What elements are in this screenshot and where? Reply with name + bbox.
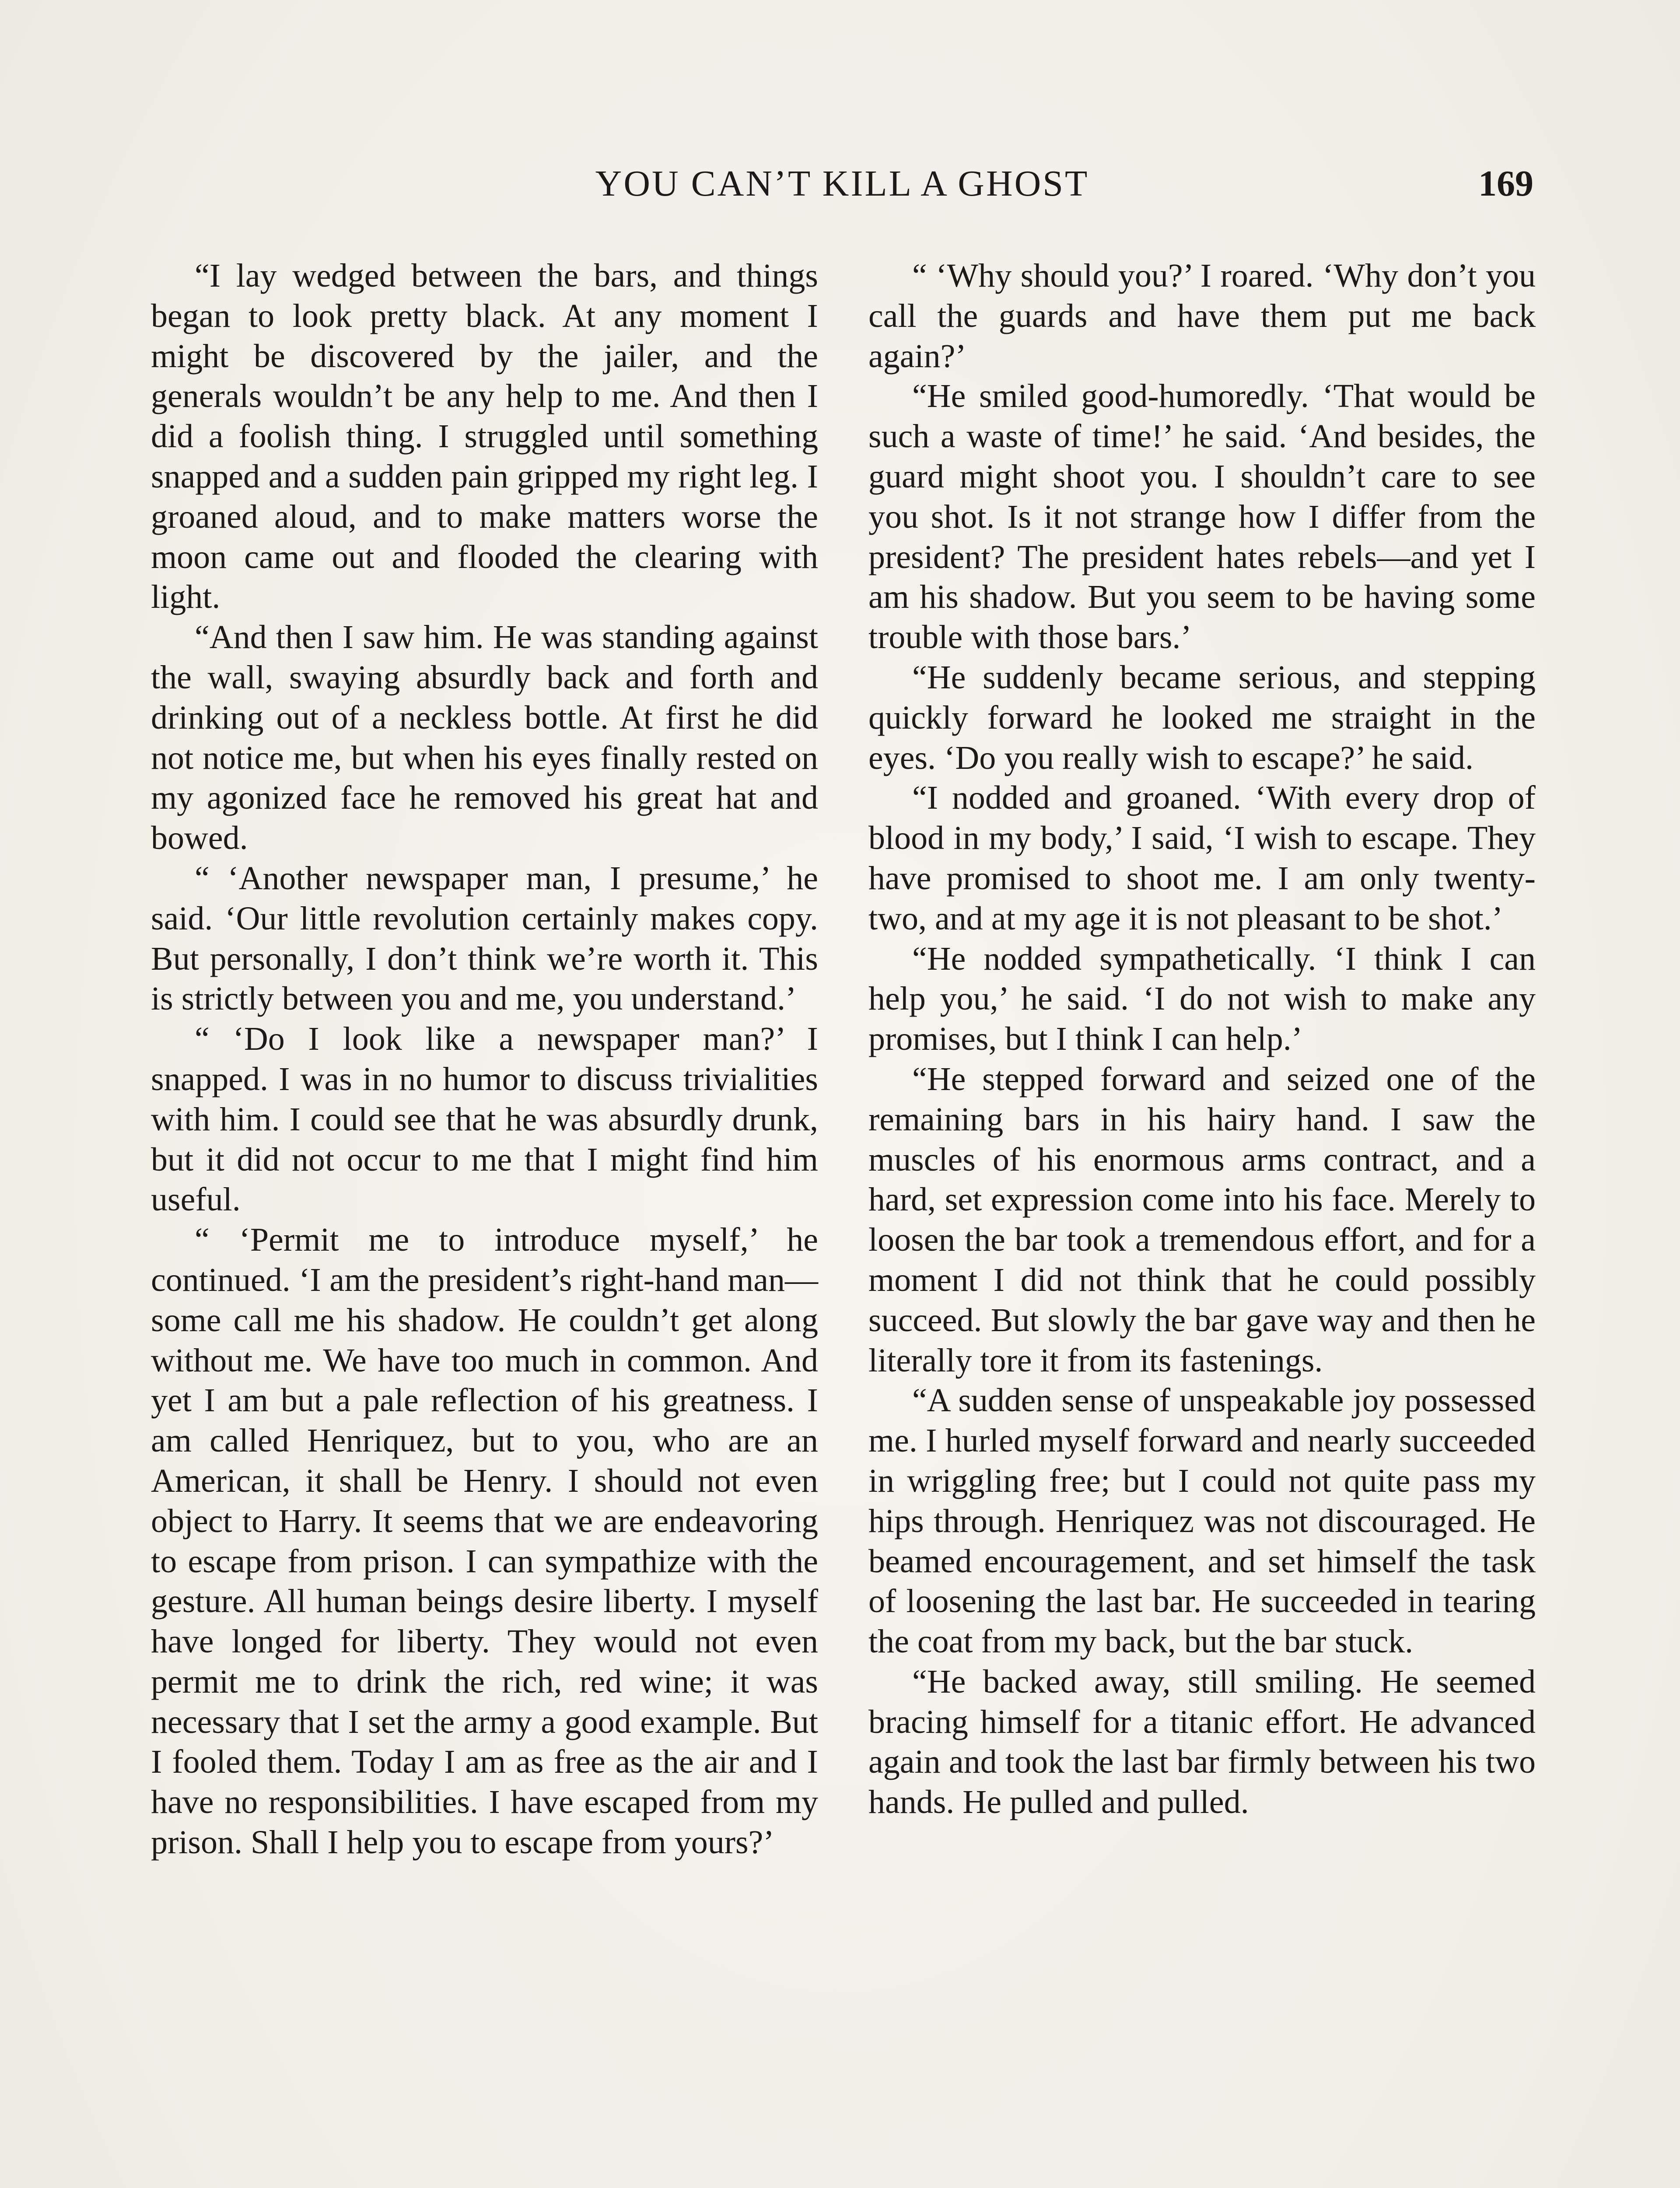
page-number: 169	[1478, 163, 1533, 204]
paragraph: “I lay wedged between the bars, and things began to look pretty black. At any moment I might be discovered by the jailer, and the generals wouldn’t be any help to me. And then I did a foolish thing. I struggled until something snapped and a sudden pain gripped my right leg. I groaned aloud, and to make matters worse the moon came out and flooded the clearing with light.	[151, 257, 818, 616]
right-text-column	[868, 256, 1536, 1823]
paragraph: “He stepped forward and seized one of the remaining bars in his hairy hand. I saw the muscles of his enormous arms contract, and a hard, set expression come into his face. Merely to loosen the bar took a tremendous effort, and for a moment I did not think that he could possibly succeed. But slowly the bar gave way and then he literally tore it from its fastenings.	[868, 1060, 1536, 1379]
paragraph: “He smiled good-humoredly. ‘That would be such a waste of time!’ he said. ‘And besides, the guard might shoot you. I shouldn’t care to see you shot. Is it not strange how I differ from the president? The president hates rebels—and yet I am his shadow. But you seem to be having some trouble with those bars.’	[868, 378, 1536, 656]
paragraph: “He backed away, still smiling. He seemed bracing himself for a titanic effort. He advanced again and took the last bar firmly between his two hands. He pulled and pulled.	[868, 1663, 1536, 1821]
page-title: YOU CAN’T KILL A GHOST	[595, 163, 1089, 204]
paragraph: “And then I saw him. He was standing against the wall, swaying absurdly back and forth and drinking out of a neckless bottle. At first he did not notice me, but when his eyes finally rested on my agonized face he removed his great hat and bowed.	[151, 619, 818, 857]
paragraph: “He nodded sympathetically. ‘I think I can help you,’ he said. ‘I do not wish to make any promises, but I think I can help.’	[868, 940, 1536, 1058]
paragraph: “A sudden sense of unspeakable joy possessed me. I hurled myself forward and nearly succeeded in wriggling free; but I could not quite pass my hips through. Henriquez was not discouraged. He beamed encouragement, and set himself the task of loosening the last bar. He succeeded in tearing the coat from my back, but the bar stuck.	[868, 1382, 1536, 1660]
paragraph: “ ‘Another newspaper man, I presume,’ he said. ‘Our little revolution certainly makes copy. But personally, I don’t think we’re worth it. This is strictly between you and me, you understand.’	[151, 859, 818, 1017]
running-head	[151, 158, 1533, 210]
paragraph: “He suddenly became serious, and stepping quickly forward he looked me straight in the eyes. ‘Do you really wish to escape?’ he said.	[868, 659, 1536, 776]
paragraph: “ ‘Permit me to introduce myself,’ he continued. ‘I am the president’s right-hand man—some call me his shadow. He couldn’t get along without me. We have too much in common. And yet I am but a pale reflection of his greatness. I am called Henriquez, but to you, who are an American, it shall be Henry. I should not even object to Harry. It seems that we are endeavoring to escape from prison. I can sympathize with the gesture. All human beings desire liberty. I myself have longed for liberty. They would not even permit me to drink the rich, red wine; it was necessary that I set the army a good example. But I fooled them. Today I am as free as the air and I have no responsibilities. I have escaped from my prison. Shall I help you to escape from yours?’	[151, 1221, 818, 1861]
left-text-column	[151, 256, 818, 1863]
paragraph: “I nodded and groaned. ‘With every drop of blood in my body,’ I said, ‘I wish to escape. They have promised to shoot me. I am only twenty-two, and at my age it is not pleasant to be shot.’	[868, 779, 1536, 937]
paragraph: “ ‘Why should you?’ I roared. ‘Why don’t you call the guards and have them put me back again?’	[868, 257, 1536, 375]
paragraph: “ ‘Do I look like a newspaper man?’ I snapped. I was in no humor to discuss trivialities with him. I could see that he was absurdly drunk, but it did not occur to me that I might find him useful.	[151, 1020, 818, 1218]
